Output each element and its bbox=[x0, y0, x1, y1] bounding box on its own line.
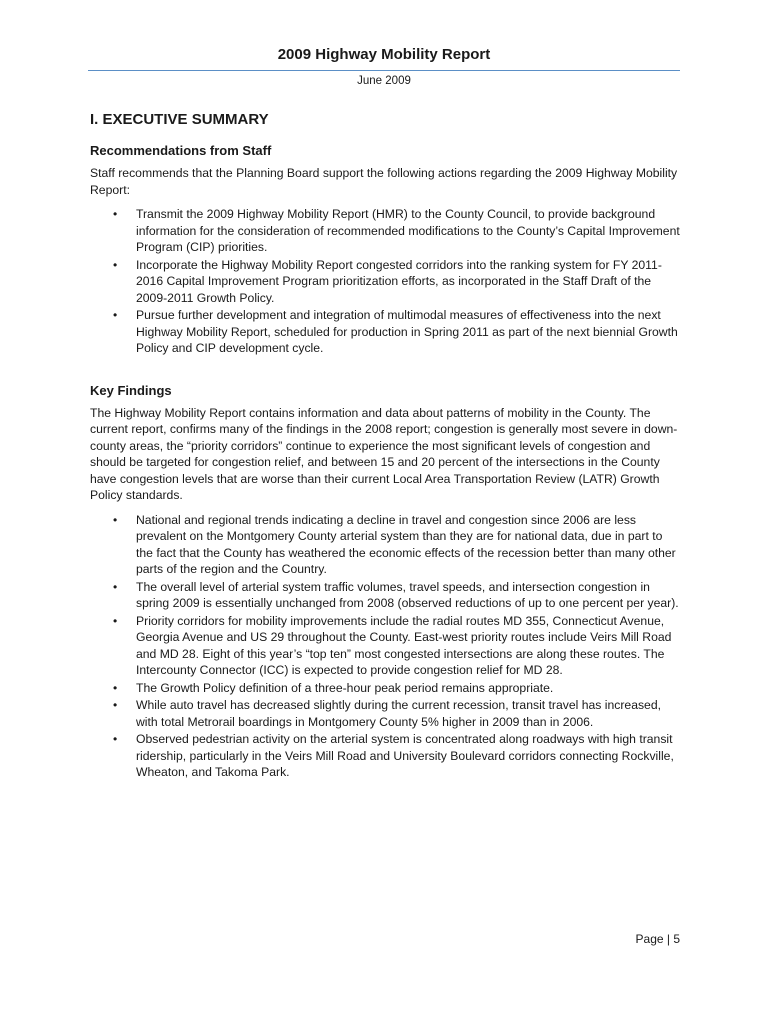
list-item bbox=[90, 680, 682, 697]
list-item-text: Observed pedestrian activity on the arterial system is concentrated along roadways with high transit ridership, particularly in the Veirs Mill Road and University Boulevard corridors connecting Rockville, Wheaton, and Takoma Park. bbox=[136, 732, 674, 779]
recommendations-heading: Recommendations from Staff bbox=[90, 143, 272, 158]
list-item-text: Pursue further development and integration of multimodal measures of effectiveness into the next Highway Mobility Report, scheduled for production in Spring 2011 as part of the next biennial Growth Policy and CIP development cycle. bbox=[136, 308, 678, 355]
page-number: Page | 5 bbox=[635, 932, 680, 946]
list-item-text: Transmit the 2009 Highway Mobility Report (HMR) to the County Council, to provide background information for the consideration of recommended modifications to the County’s Capital Improvement Program (CIP) priorities. bbox=[136, 207, 680, 254]
list-item bbox=[90, 307, 682, 357]
document-title: 2009 Highway Mobility Report bbox=[277, 46, 491, 63]
section-heading: I. EXECUTIVE SUMMARY bbox=[90, 111, 269, 128]
bullet-icon: • bbox=[113, 308, 118, 322]
bullet-icon: • bbox=[113, 613, 118, 628]
list-item bbox=[90, 206, 682, 256]
list-item bbox=[90, 697, 682, 730]
list-item bbox=[90, 731, 682, 781]
list-item bbox=[90, 579, 682, 612]
key-findings-intro: The Highway Mobility Report contains information and data about patterns of mobility in the County. The current report, confirms many of the findings in the 2008 report; congestion is generally most severe in down-county areas, the “priority corridors” continue to experience the most significant levels of congestion and should be targeted for congestion relief, and between 15 and 20 percent of the intersections in the County have congestion levels that are worse than their current Local Area Transportation Review (LATR) Growth Policy standards. bbox=[90, 405, 678, 502]
document-date: June 2009 bbox=[357, 75, 411, 87]
list-item-text: Incorporate the Highway Mobility Report congested corridors into the ranking system for FY 2011-2016 Capital Improvement Program prioritization efforts, as incorporated in the Staff Draft of the 2009-2011 Growth Policy. bbox=[136, 257, 662, 305]
list-item bbox=[90, 257, 682, 307]
list-item bbox=[90, 613, 682, 679]
bullet-icon: • bbox=[113, 732, 118, 746]
key-findings-list bbox=[90, 512, 682, 781]
list-item bbox=[90, 512, 682, 578]
list-item-text: The overall level of arterial system traffic volumes, travel speeds, and intersection congestion in spring 2009 is essentially unchanged from 2008 (observed reductions of up to one percent per year). bbox=[136, 579, 679, 610]
bullet-icon: • bbox=[113, 257, 118, 272]
recommendations-intro: Staff recommends that the Planning Board support the following actions regarding the 2009 Highway Mobility Report: bbox=[90, 166, 678, 197]
recommendations-list bbox=[90, 206, 682, 357]
list-item-text: The Growth Policy definition of a three-hour peak period remains appropriate. bbox=[136, 680, 554, 695]
key-findings-heading: Key Findings bbox=[90, 382, 172, 398]
bullet-icon: • bbox=[113, 579, 118, 594]
list-item-text: National and regional trends indicating a decline in travel and congestion since 2006 are less prevalent on the Montgomery County arterial system than they are for national data, due in part to the fact that the County has weathered the economic effects of the recession better than many other parts of the region and the Country. bbox=[136, 512, 676, 576]
bullet-icon: • bbox=[113, 512, 118, 527]
bullet-icon: • bbox=[113, 698, 118, 712]
section-spacer bbox=[90, 358, 682, 382]
document-body bbox=[90, 110, 682, 782]
title-divider bbox=[88, 70, 680, 71]
bullet-icon: • bbox=[113, 680, 118, 695]
bullet-icon: • bbox=[113, 207, 118, 221]
list-item-text: While auto travel has decreased slightly during the current recession, transit travel has increased, with total Metrorail boardings in Montgomery County 5% higher in 2009 than in 2006. bbox=[136, 698, 662, 729]
list-item-text: Priority corridors for mobility improvements include the radial routes MD 355, Connecticut Avenue, Georgia Avenue and US 29 throughout the County. East-west priority routes include Veirs Mill Road and MD 28. Eight of this year’s “top ten” most congested intersections are along these routes. The Intercounty Connector (ICC) is expected to provide congestion relief for MD 28. bbox=[136, 613, 672, 677]
